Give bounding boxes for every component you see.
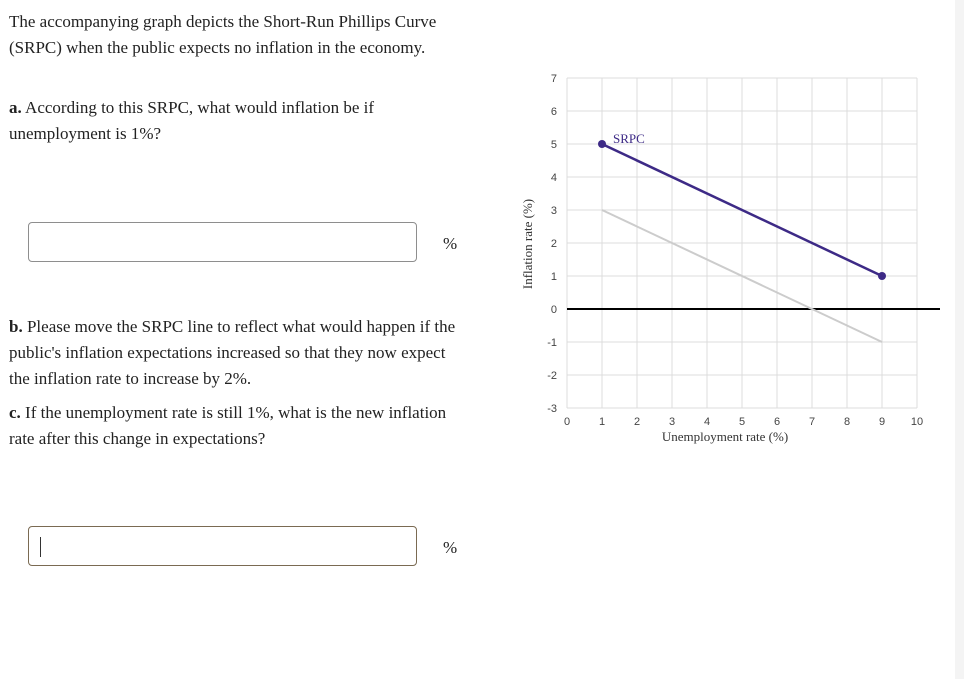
question-b-label: b. bbox=[9, 317, 23, 336]
srpc-series-label: SRPC bbox=[613, 131, 645, 146]
question-a-text bbox=[9, 95, 459, 147]
y-tick-label: 7 bbox=[550, 73, 557, 85]
question-c-prompt: If the unemployment rate is still 1%, what is the new inflation rate after this change in expectations? bbox=[9, 403, 447, 448]
x-axis-label: Unemployment rate (%) bbox=[661, 429, 789, 444]
y-tick-label: 6 bbox=[550, 106, 557, 118]
y-tick-label: 5 bbox=[550, 139, 557, 151]
y-tick-label: -2 bbox=[547, 370, 557, 382]
x-tick-label: 1 bbox=[598, 416, 606, 428]
chart-grid bbox=[567, 78, 940, 408]
x-tick-label: 3 bbox=[668, 416, 676, 428]
question-c-answer-input[interactable] bbox=[28, 526, 417, 566]
y-tick-label: -1 bbox=[547, 337, 557, 349]
intro-text-content: The accompanying graph depicts the Short-Run Phillips Curve (SRPC) when the public expects no inflation in the economy. bbox=[9, 12, 437, 57]
question-c-label: c. bbox=[9, 403, 21, 422]
scrollbar-track[interactable] bbox=[955, 0, 964, 679]
y-tick-label: 4 bbox=[550, 172, 557, 184]
y-tick-label: 2 bbox=[550, 238, 557, 250]
x-tick-label: 10 bbox=[910, 416, 924, 428]
srpc-drag-handle[interactable] bbox=[878, 272, 886, 280]
x-tick-label: 9 bbox=[878, 416, 886, 428]
question-c-unit: % bbox=[443, 538, 458, 557]
x-tick-label: 5 bbox=[738, 416, 746, 428]
question-b-text bbox=[9, 314, 459, 392]
x-axis-ticks bbox=[564, 416, 923, 428]
question-c-text bbox=[9, 400, 459, 452]
x-tick-label: 6 bbox=[773, 416, 781, 428]
y-axis-label: Inflation rate (%) bbox=[520, 198, 535, 290]
phillips-curve-chart[interactable] bbox=[500, 60, 940, 460]
srpc-drag-handle[interactable] bbox=[598, 140, 606, 148]
text-caret bbox=[40, 537, 41, 557]
question-b-prompt: Please move the SRPC line to reflect what would happen if the public's inflation expectations increased so that they now expect the inflation rate to increase by 2%. bbox=[9, 317, 456, 388]
intro-text bbox=[9, 9, 459, 61]
question-a-label: a. bbox=[9, 98, 22, 117]
x-tick-label: 7 bbox=[808, 416, 816, 428]
question-a-prompt: According to this SRPC, what would inflation be if unemployment is 1%? bbox=[9, 98, 375, 143]
y-tick-label: -3 bbox=[547, 403, 557, 415]
x-tick-label: 8 bbox=[843, 416, 851, 428]
question-a-unit: % bbox=[443, 234, 458, 253]
x-tick-label: 0 bbox=[563, 416, 571, 428]
x-tick-label: 2 bbox=[633, 416, 641, 428]
y-tick-label: 3 bbox=[550, 205, 557, 217]
y-axis-ticks bbox=[547, 73, 557, 415]
question-a-answer-input[interactable] bbox=[28, 222, 417, 262]
x-tick-label: 4 bbox=[703, 416, 711, 428]
y-tick-label: 0 bbox=[550, 304, 557, 316]
y-tick-label: 1 bbox=[550, 271, 557, 283]
